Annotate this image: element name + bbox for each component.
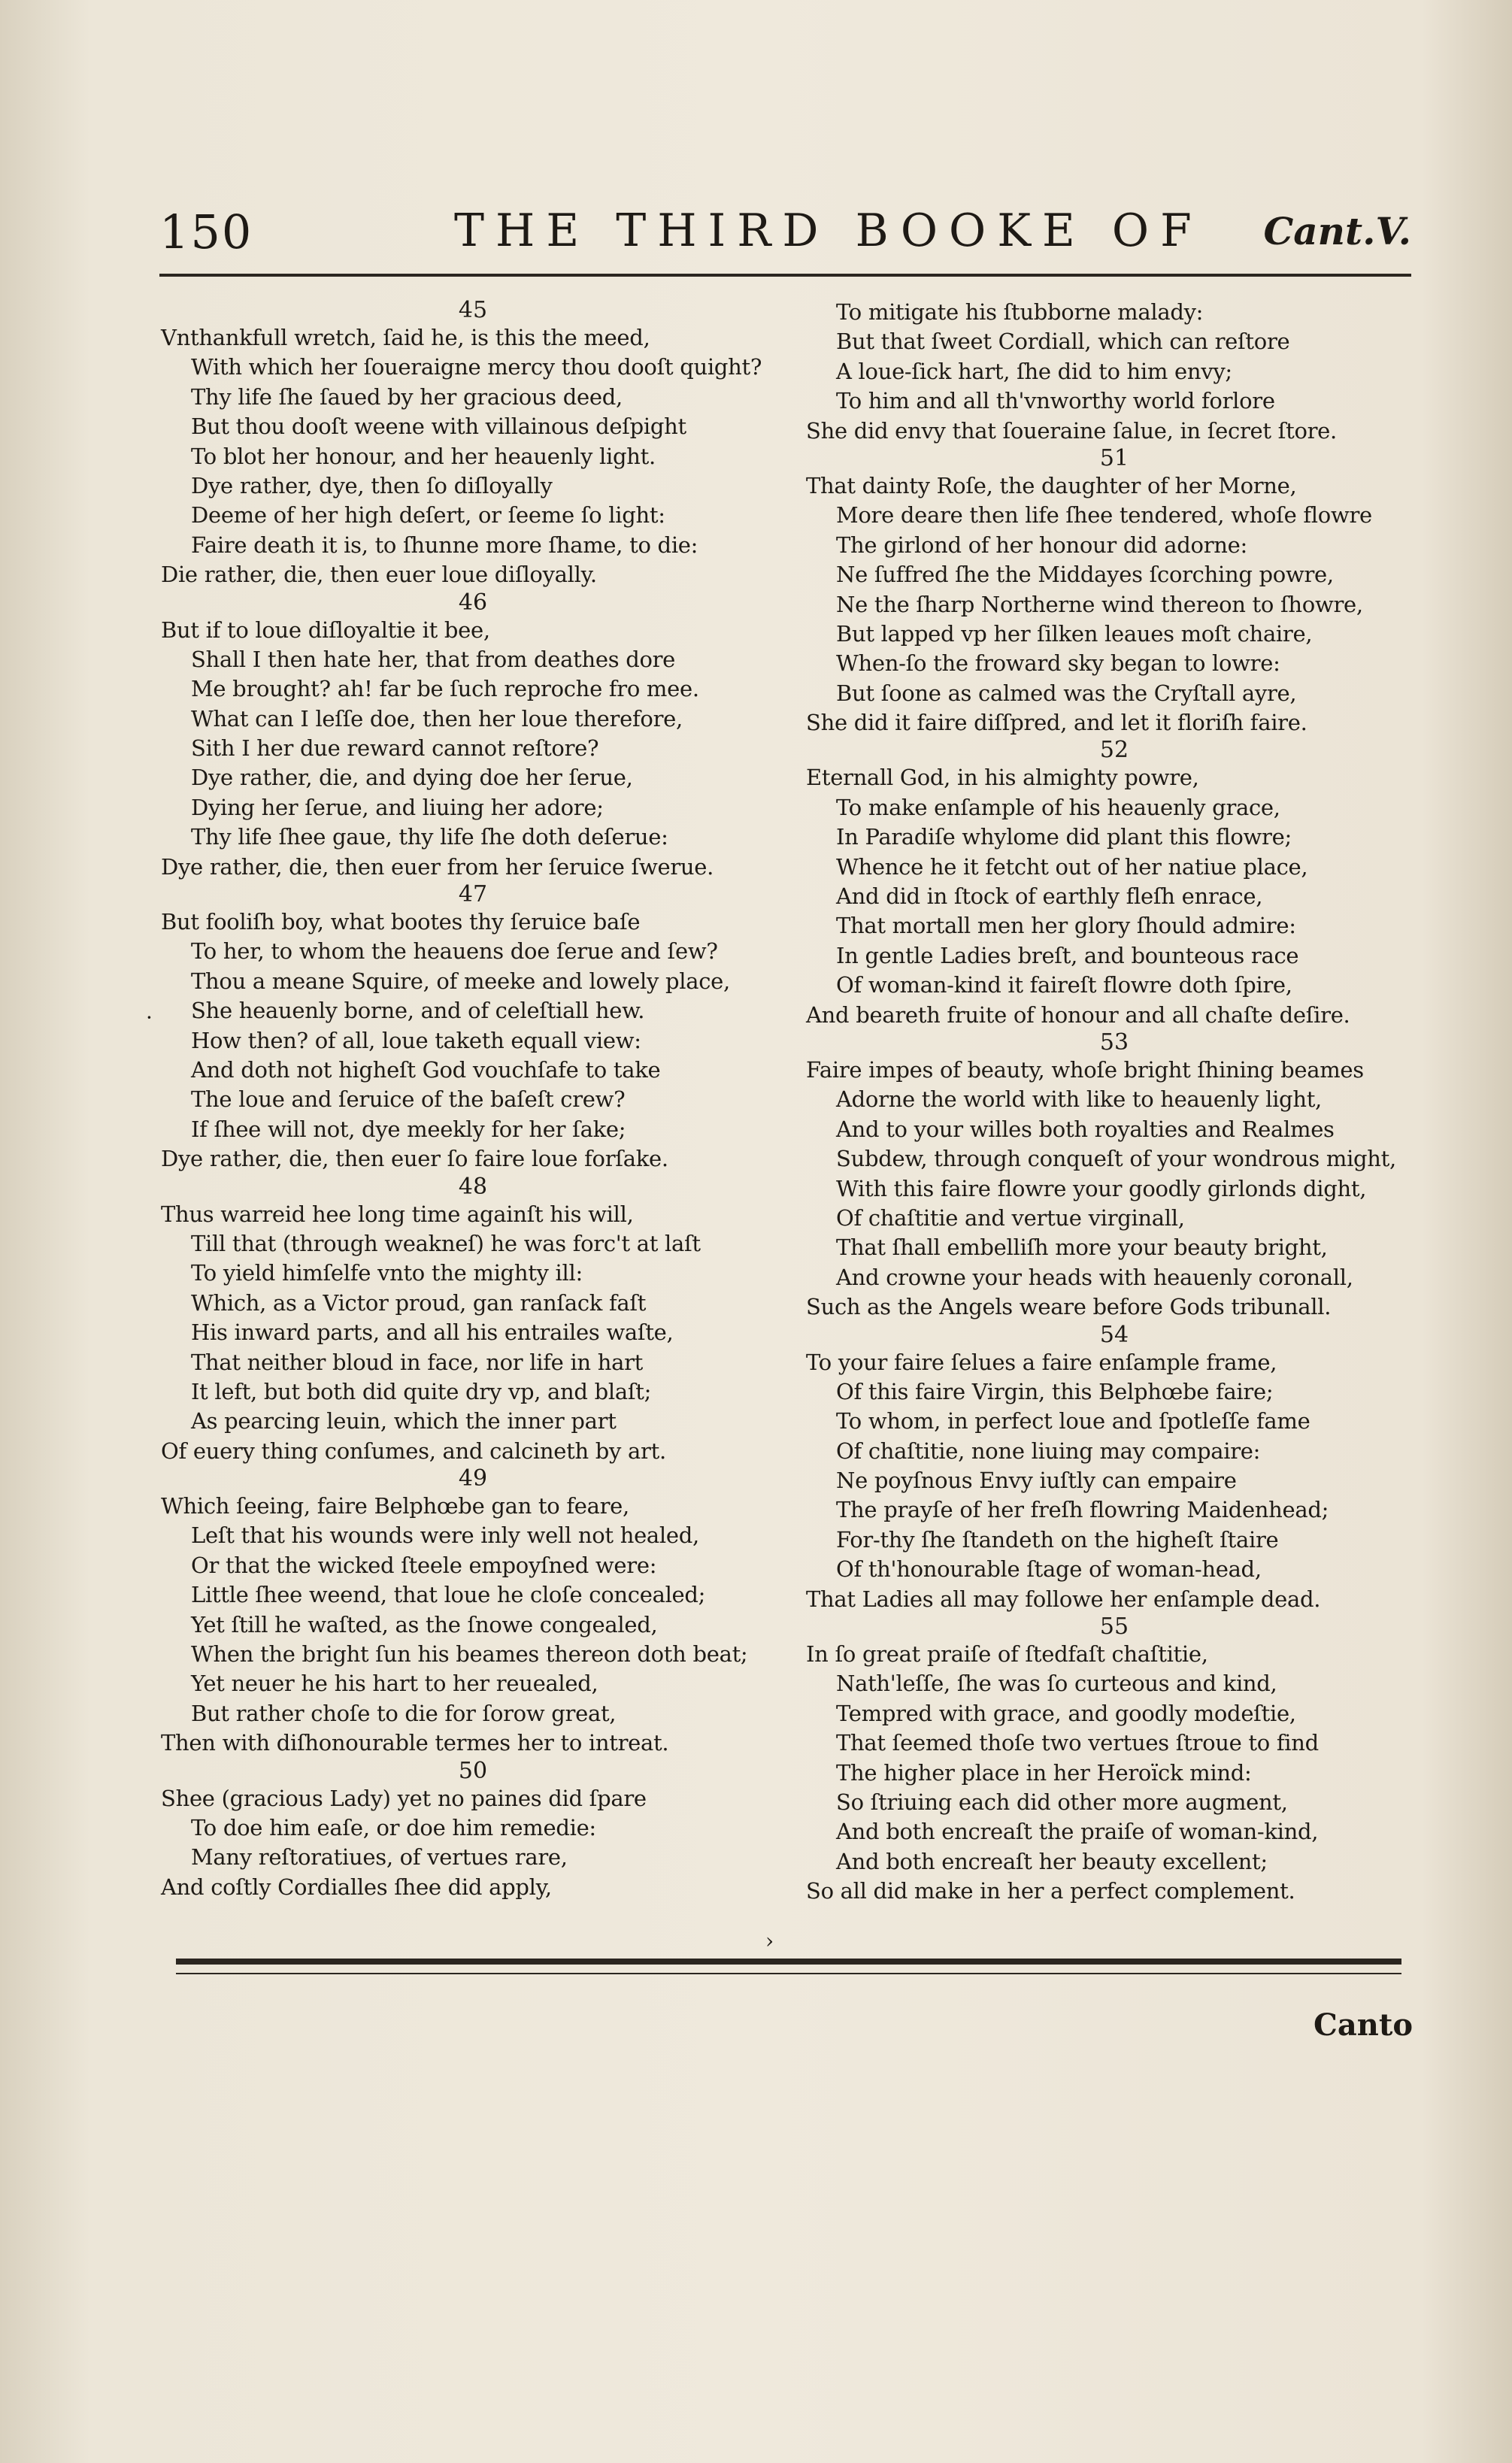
verse-line: And beareth fruite of honour and all chaſte deſire. [806,1001,1350,1028]
verse-line: And to your willes both royalties and Realmes [836,1116,1335,1142]
verse-line: Of woman-kind it faireſt flowre doth ſpire, [836,972,1292,998]
verse-line: That Ladies all may followe her enſample dead. [806,1586,1321,1612]
running-title: THE THIRD BOOKE OF [454,204,1203,257]
verse-line: When the bright ſun his beames thereon doth beat; [191,1641,748,1668]
verse-line: And both encreaſt her beauty excellent; [836,1848,1268,1874]
stanza [806,446,1423,738]
catchword: Canto [1314,2007,1413,2043]
verse-line: Faire impes of beauty, whoſe bright ſhining beames [806,1056,1364,1083]
verse-line: Little ſhee weend, that loue he cloſe concealed; [191,1582,706,1608]
verse-line: That ſeemed thoſe two vertues ſtroue to find [836,1730,1319,1756]
verse-line: And coſtly Cordialles ſhee did apply, [161,1874,552,1900]
verse-line: Thus warreid hee long time againſt his will, [161,1201,634,1227]
footer-rule-thick [176,1959,1401,1965]
verse-line: Dye rather, die, then euer from her ſeruice ſwerue. [161,853,714,880]
verse-line: But if to loue diſloyaltie it bee, [161,617,490,643]
verse-line: But ſoone as calmed was the Cryſtall ayre, [836,680,1297,706]
verse-line: Vnthankfull wretch, ſaid he, is this the meed, [161,325,650,350]
stanza [806,738,1423,1030]
footer-rule-thin [176,1973,1401,1974]
verse-line: To make enſample of his heauenly grace, [836,794,1280,820]
verse-line: Of th'honourable ſtage of woman-head, [836,1556,1262,1583]
verse-line: That ſhall embelliſh more your beauty bright, [836,1235,1328,1261]
verse-line: She did it faire diſſpred, and let it floriſh faire. [806,710,1307,736]
stanza [806,298,1423,446]
verse-line: But fooliſh boy, what bootes thy ſeruice baſe [161,909,641,935]
verse-line: So all did make in her a perfect complement. [806,1878,1295,1904]
verse-line: She heauenly borne, and of celeſtiall hew. [191,998,645,1024]
stanza [806,1030,1423,1322]
stanza-number: 55 [1099,1613,1129,1640]
verse-line: But lapped vp her ſilken leaues moſt chaire, [836,620,1313,647]
verse-line: For-thy ſhe ſtandeth on the higheſt ſtaire [836,1526,1279,1553]
verse-line: Faire death it is, to ſhunne more ſhame, to die: [191,532,698,558]
stanza [806,1614,1423,1907]
left-column [161,298,785,1902]
verse-line: When-ſo the froward sky began to lowre: [836,650,1280,677]
verse-line: The prayſe of her freſh flowring Maidenhead; [836,1497,1329,1523]
verse-line: It left, but both did quite dry vp, and blaſt; [191,1378,652,1404]
verse-line: Dying her ſerue, and liuing her adore; [191,794,604,820]
verse-line: Thy life ſhe ſaued by her gracious deed, [191,383,623,410]
verse-line: Whence he it fetcht out of her natiue place, [836,853,1308,880]
verse-line: Then with diſhonourable termes her to intreat. [161,1730,669,1756]
right-column [806,298,1423,1907]
verse-line: Dye rather, die, and dying doe her ſerue, [191,765,633,791]
verse-line: The higher place in her Heroïck mind: [836,1759,1252,1786]
verse-line: In ſo great praiſe of ſtedfaſt chaſtitie, [806,1641,1208,1668]
stanza-number: 45 [458,297,488,323]
verse-line: But that ſweet Cordiall, which can reſtore [836,329,1290,355]
verse-line: Deeme of her high deſert, or ſeeme ſo light: [191,502,665,529]
stanza [161,298,785,590]
verse-line: In gentle Ladies breſt, and bounteous race [836,942,1299,968]
verse-line: A loue-ſick hart, ſhe did to him envy; [836,358,1232,384]
verse-line: More deare then life ſhee tendered, whoſe flowre [836,502,1372,529]
stanza-number: 51 [1099,444,1129,471]
stanza [161,590,785,883]
stanza [161,1759,785,1903]
page-number: 150 [159,204,253,259]
stanza-number: 47 [458,881,488,908]
verse-line: In Paradiſe whylome did plant this flowre; [836,824,1292,850]
verse-line: Ne the ſharp Northerne wind thereon to ſhowre, [836,591,1363,617]
verse-line: Which, as a Victor proud, gan ranſack faſt [191,1289,647,1316]
verse-line: But thou dooſt weene with villainous deſpight [191,414,686,440]
verse-line: The loue and ſeruice of the baſeſt crew? [191,1086,626,1113]
stanza [161,1466,785,1759]
stanza [806,1322,1423,1615]
header-rule [159,274,1411,277]
verse-line: To her, to whom the heauens doe ſerue and ſew? [191,938,718,965]
stanza-number: 50 [458,1757,488,1784]
verse-line: With this faire flowre your goodly girlonds dight, [836,1175,1367,1201]
ink-mark: › [765,1928,774,1953]
verse-line: Till that (through weakneſ) he was forc't at laſt [191,1230,701,1256]
verse-line: Many reſtoratiues, of vertues rare, [191,1844,568,1871]
verse-line: Shee (gracious Lady) yet no paines did ſpare [161,1785,647,1811]
stanza-number: 46 [458,589,488,616]
verse-line: Leſt that his wounds were inly well not healed, [191,1522,699,1549]
verse-line: But rather choſe to die for ſorow great, [191,1700,617,1726]
verse-line: Nath'leſſe, ſhe was ſo curteous and kind, [836,1671,1277,1697]
verse-line: And did in ſtock of earthly fleſh enrace, [836,883,1263,910]
page-header [159,204,1411,272]
verse-line: If ſhee will not, dye meekly for her ſake; [191,1116,626,1142]
verse-line: Ne poyſnous Envy iuſtly can empaire [836,1468,1237,1494]
verse-line: Thou a meane Squire, of meeke and lowely place, [191,968,730,994]
verse-line: Dye rather, die, then euer ſo faire loue forſake. [161,1146,668,1172]
verse-line: Eternall God, in his almighty powre, [806,765,1199,791]
verse-line: To mitigate his ſtubborne malady: [836,299,1204,325]
verse-line: Tempred with grace, and goodly modeſtie, [836,1700,1296,1726]
verse-line: Shall I then hate her, that from deathes dore [191,646,676,672]
verse-line: As pearcing leuin, which the inner part [191,1408,617,1434]
ink-mark: · [146,1005,153,1030]
verse-line: Yet neuer he his hart to her reuealed, [191,1671,598,1697]
verse-line: And doth not higheſt God vouchſafe to take [191,1056,661,1083]
verse-line: Which ſeeing, faire Belphœbe gan to feare, [161,1493,629,1519]
verse-line: That mortall men her glory ſhould admire: [836,913,1296,939]
verse-line: The girlond of her honour did adorne: [836,532,1247,558]
verse-line: To him and all th'vnworthy world forlore [836,388,1275,414]
stanza-number: 52 [1099,737,1129,764]
stanza [161,1174,785,1467]
canto-reference: Cant.V. [1263,209,1411,253]
verse-line: Such as the Angels weare before Gods tribunall. [806,1294,1332,1320]
verse-line: His inward parts, and all his entrailes waſte, [191,1319,674,1346]
stanza-number: 49 [458,1465,488,1492]
verse-line: Of chaſtitie and vertue virginall, [836,1204,1185,1231]
verse-line: Sith I her due reward cannot reſtore? [191,735,599,762]
verse-line: To blot her honour, and her heauenly light. [191,443,656,469]
verse-line: To yield himſelfe vnto the mighty ill: [191,1260,583,1286]
verse-line: Me brought? ah! far be ſuch reproche fro mee. [191,676,699,702]
verse-line: So ſtriuing each did other more augment, [836,1789,1288,1815]
verse-line: What can I leſſe doe, then her loue therefore, [191,705,683,732]
verse-line: And crowne your heads with heauenly coronall, [836,1264,1353,1290]
verse-line: And both encreaſt the praiſe of woman-kind, [836,1819,1319,1845]
verse-line: To whom, in perfect loue and ſpotleſſe fame [836,1408,1311,1434]
verse-line: With which her ſoueraigne mercy thou dooſt quight? [191,354,762,380]
stanza-number: 54 [1099,1321,1129,1348]
stanza-number: 53 [1099,1029,1129,1056]
verse-line: That dainty Roſe, the daughter of her Morne, [806,472,1297,498]
verse-line: How then? of all, loue taketh equall view: [191,1027,641,1053]
verse-line: Adorne the world with like to heauenly light, [836,1086,1322,1113]
verse-line: Or that the wicked ſteele empoyſned were: [191,1552,657,1578]
verse-line: Yet ſtill he waſted, as the ſnowe congealed, [191,1611,658,1637]
verse-line: To your faire ſelues a faire enſample frame, [806,1349,1277,1375]
stanza [161,882,785,1174]
verse-line: Dye rather, dye, then ſo diſloyally [191,472,553,498]
verse-line: Subdew, through conqueſt of your wondrous might, [836,1146,1396,1172]
verse-line: Of chaſtitie, none liuing may compaire: [836,1438,1261,1464]
verse-line: Ne ſuffred ſhe the Middayes ſcorching powre, [836,562,1334,588]
verse-line: She did envy that ſoueraine ſalue, in ſecret ſtore. [806,417,1337,444]
verse-line: Of this faire Virgin, this Belphœbe faire; [836,1378,1274,1404]
stanza-number: 48 [458,1173,488,1200]
verse-line: To doe him eaſe, or doe him remedie: [191,1814,596,1840]
verse-line: That neither bloud in face, nor life in hart [191,1349,643,1375]
verse-line: Of euery thing conſumes, and calcineth by art. [161,1438,666,1464]
verse-line: Thy life ſhee gaue, thy life ſhe doth deſerue: [191,824,668,850]
verse-line: Die rather, die, then euer loue diſloyally. [161,562,597,588]
